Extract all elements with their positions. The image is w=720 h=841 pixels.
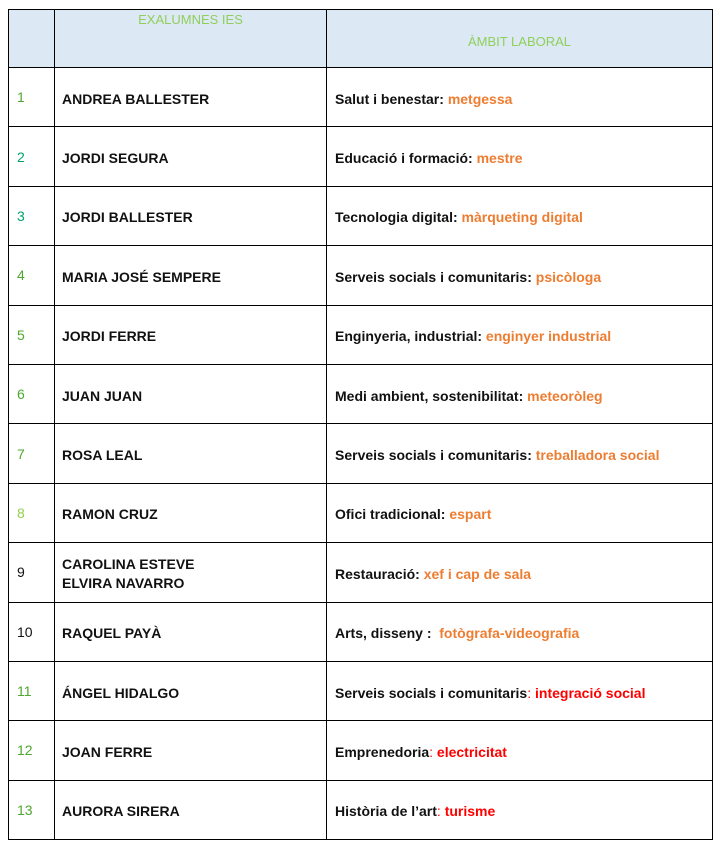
area-label: Serveis socials i comunitaris: (335, 268, 532, 285)
header-work-area: ÀMBIT LABORAL (327, 10, 713, 68)
work-area (327, 246, 713, 305)
work-area (327, 543, 713, 602)
job-role: treballadora social (535, 447, 660, 464)
work-area (327, 780, 713, 839)
alumni-table (8, 9, 713, 840)
alumni-name: ROSA LEAL (55, 424, 327, 483)
work-area (327, 186, 713, 245)
table-row (9, 602, 713, 661)
table-row (9, 780, 713, 839)
area-label: Serveis socials i comunitaris (335, 684, 528, 701)
table-row (9, 483, 713, 542)
alumni-name-line: CAROLINA ESTEVE (62, 555, 195, 572)
table-row (9, 305, 713, 364)
table-row (9, 246, 713, 305)
separator: : (436, 803, 441, 820)
separator: : (429, 743, 434, 760)
area-label: Tecnologia digital: (335, 209, 458, 226)
table-row (9, 127, 713, 186)
area-label: Medi ambient, sostenibilitat: (335, 387, 524, 404)
row-number: 11 (9, 661, 55, 720)
row-number: 2 (9, 127, 55, 186)
job-role: metgessa (447, 90, 513, 107)
row-number: 13 (9, 780, 55, 839)
area-label: Salut i benestar: (335, 90, 444, 107)
row-number: 5 (9, 305, 55, 364)
work-area (327, 661, 713, 720)
alumni-name: RAMON CRUZ (55, 483, 327, 542)
alumni-name: JOAN FERRE (55, 721, 327, 780)
job-role: espart (449, 506, 492, 523)
alumni-name: MARIA JOSÉ SEMPERE (55, 246, 327, 305)
row-number: 1 (9, 68, 55, 127)
header-number-cell (9, 10, 55, 68)
job-role: meteoròleg (527, 387, 603, 404)
alumni-name: AURORA SIRERA (55, 780, 327, 839)
alumni-name: ANDREA BALLESTER (55, 68, 327, 127)
area-label: Educació i formació: (335, 150, 473, 167)
area-label: Història de l’art (335, 803, 437, 820)
alumni-name-line: ELVIRA NAVARRO (62, 574, 185, 591)
job-role: integració social (535, 684, 646, 701)
work-area (327, 127, 713, 186)
job-role: turisme (444, 803, 496, 820)
work-area (327, 721, 713, 780)
area-label: Restauració: (335, 565, 420, 582)
alumni-name (55, 543, 327, 602)
table-row (9, 68, 713, 127)
row-number: 3 (9, 186, 55, 245)
job-role: electricitat (436, 743, 507, 760)
job-role: xef i cap de sala (423, 565, 532, 582)
row-number: 10 (9, 602, 55, 661)
alumni-name: ÁNGEL HIDALGO (55, 661, 327, 720)
job-role: mestre (476, 150, 523, 167)
job-role: màrqueting digital (461, 209, 583, 226)
alumni-name: JUAN JUAN (55, 364, 327, 423)
alumni-name: JORDI SEGURA (55, 127, 327, 186)
alumni-name: RAQUEL PAYÀ (55, 602, 327, 661)
table-row (9, 424, 713, 483)
alumni-name: JORDI BALLESTER (55, 186, 327, 245)
work-area (327, 424, 713, 483)
table-row (9, 364, 713, 423)
job-role: enginyer industrial (485, 328, 612, 345)
table-row (9, 661, 713, 720)
row-number: 6 (9, 364, 55, 423)
header-row (9, 10, 713, 68)
header-alumni: EXALUMNES IES (55, 10, 327, 68)
row-number: 8 (9, 483, 55, 542)
row-number: 9 (9, 543, 55, 602)
row-number: 4 (9, 246, 55, 305)
area-label: Ofici tradicional: (335, 506, 446, 523)
table-row (9, 543, 713, 602)
work-area (327, 364, 713, 423)
work-area (327, 602, 713, 661)
area-label: Enginyeria, industrial: (335, 328, 483, 345)
alumni-name: JORDI FERRE (55, 305, 327, 364)
table-row (9, 721, 713, 780)
job-role: psicòloga (535, 268, 602, 285)
separator: : (527, 684, 532, 701)
row-number: 7 (9, 424, 55, 483)
area-label: Arts, disseny : (335, 625, 432, 642)
row-number: 12 (9, 721, 55, 780)
work-area (327, 483, 713, 542)
area-label: Serveis socials i comunitaris: (335, 447, 532, 464)
table-row (9, 186, 713, 245)
job-role: fotògrafa-videografia (439, 625, 580, 642)
work-area (327, 305, 713, 364)
work-area (327, 68, 713, 127)
area-label: Emprenedoria (335, 743, 430, 760)
